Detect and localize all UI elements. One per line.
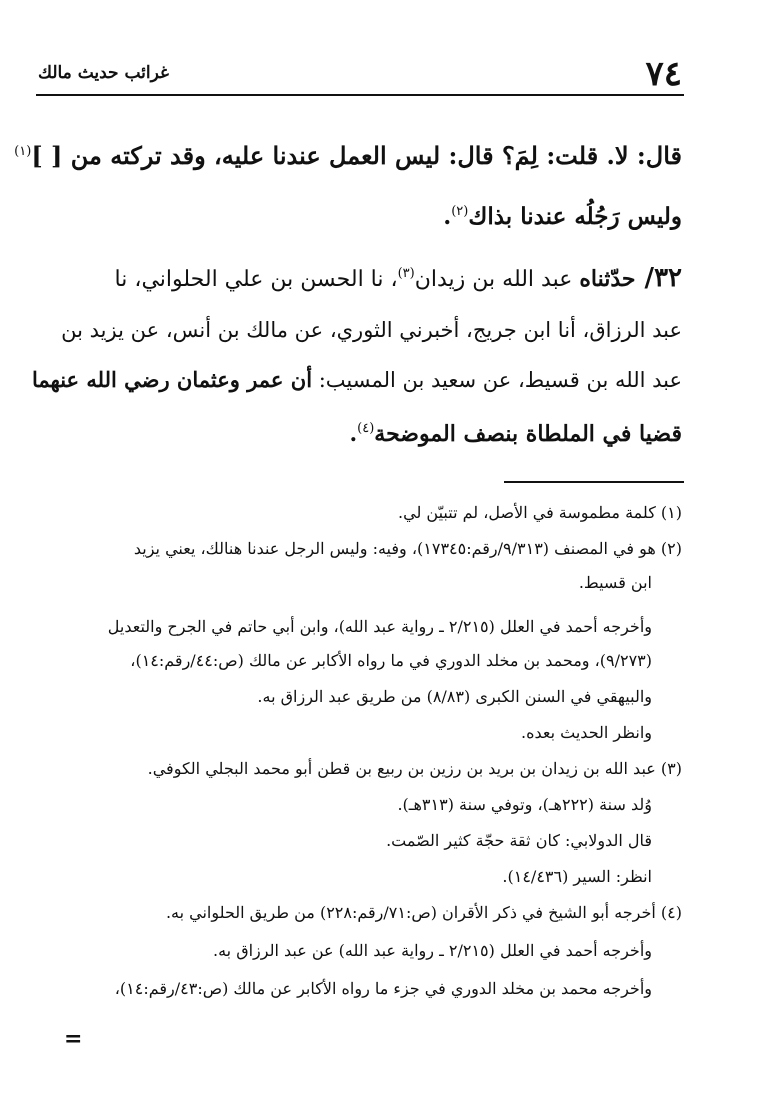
footnote-line: وانظر الحديث بعده. [521, 723, 652, 742]
footnote-line: (٩/٢٧٣)، ومحمد بن مخلد الدوري في ما رواه الأكابر عن مالك (ص:٤٤/رقم:١٤)، [130, 651, 652, 670]
footnote-ref-2: (٢) [451, 204, 469, 219]
footnote-line: والبيهقي في السنن الكبرى (٨/٨٣) من طريق عبد الرزاق به. [257, 687, 652, 706]
footnote-ref-4: (٤) [357, 421, 375, 436]
text-line-1: قال: لا. قلت: لِمَ؟ قال: ليس العمل عندنا عليه، وقد تركته من [ ]$^{(١)}$ [14, 141, 682, 170]
footnote-line: وأخرجه محمد بن مخلد الدوري في جزء ما رواه الأكابر عن مالك (ص:٤٣/رقم:١٤)، [114, 979, 652, 998]
text-line-4: عبد الرزاق، أنا ابن جريج، أخبرني الثوري، عن مالك بن أنس، عن يزيد بن [61, 318, 682, 342]
footnote-1: (١) كلمة مطموسة في الأصل، لم تتبيّن لي. [398, 503, 682, 522]
footnote-3: (٣) عبد الله بن زيدان بن بريد بن رزين بن ربيع بن قطن أبو محمد البجلي الكوفي. [147, 759, 682, 778]
hadith-number: ٣٢/ [635, 263, 682, 293]
footnote-2: (٢) هو في المصنف (٩/٣١٣/رقم:١٧٣٤٥)، وفيه: وليس الرجل عندنا هنالك، يعني يزيد [133, 539, 682, 558]
footnote-separator [504, 481, 684, 483]
page-number: ٧٤ [645, 54, 682, 94]
footnote-line: وُلد سنة (٢٢٢هـ)، وتوفي سنة (٣١٣هـ). [397, 795, 652, 814]
text-line-5: عبد الله بن قسيط، عن سعيد بن المسيب: أن عمر وعثمان رضي الله عنهما [31, 367, 682, 392]
hadith-32-line: ٣٢/ حدّثناه عبد الله بن زيدان$^{(٣)}$، نا الحسن بن علي الحلواني، نا [114, 263, 682, 293]
footnote-line: وأخرجه أحمد في العلل (٢/٢١٥ ـ رواية عبد الله)، وابن أبي حاتم في الجرح والتعديل [107, 617, 652, 636]
continuation-mark: = [64, 1026, 83, 1052]
hadith-matn: أن عمر وعثمان رضي الله عنهما [31, 367, 313, 392]
footnote-4: (٤) أخرجه أبو الشيخ في ذكر الأقران (ص:٧١/رقم:٢٢٨) من طريق الحلواني به. [165, 903, 682, 922]
text-line-6: قضيا في الملطاة بنصف الموضحة$^{(٤)}$. [349, 421, 682, 447]
footnote-ref-1: (١) [14, 144, 32, 159]
footnote-line: قال الدولابي: كان ثقة حجّة كثير الصّمت. [386, 831, 652, 850]
running-title: غرائب حديث مالك [38, 63, 169, 83]
footnote-ref-3: (٣) [397, 266, 415, 281]
footnote-line: انظر: السير (١٤/٤٣٦). [502, 867, 652, 886]
text-line-2: وليس رَجُلُه عندنا بذاك$^{(٢)}$. [443, 203, 682, 230]
footnote-line: وأخرجه أحمد في العلل (٢/٢١٥ ـ رواية عبد الله) عن عبد الرزاق به. [212, 941, 652, 960]
header-rule [36, 94, 684, 96]
footnote-line: ابن قسيط. [578, 573, 652, 592]
